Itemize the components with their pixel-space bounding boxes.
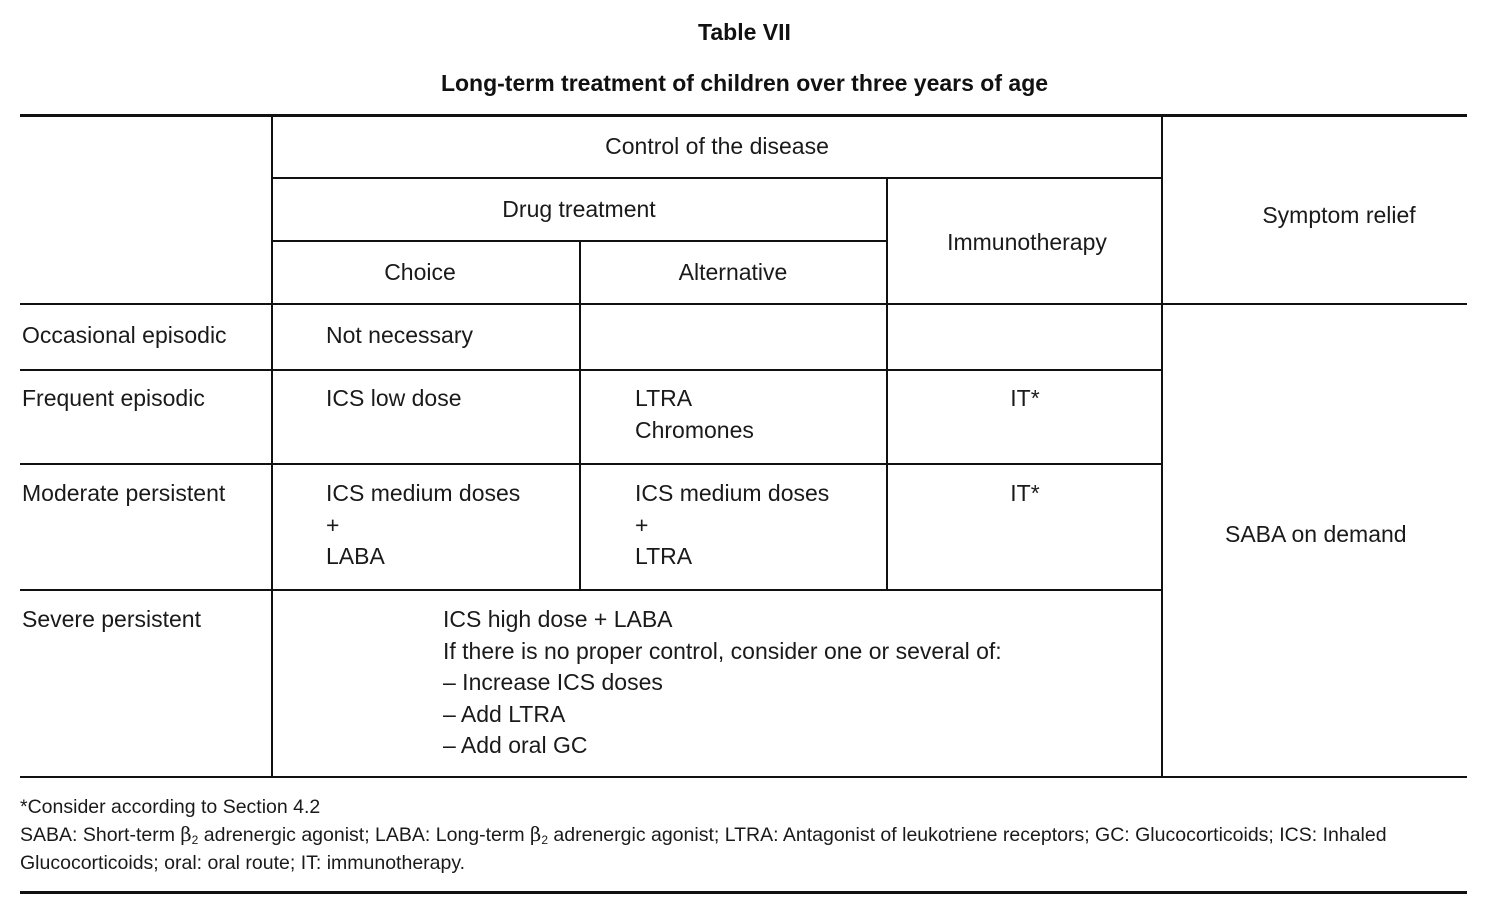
footnote-bottom-rule bbox=[20, 891, 1467, 894]
cell-choice-frequent: ICS low dose bbox=[326, 385, 462, 411]
header-control: Control of the disease bbox=[605, 133, 829, 159]
cell-alternative-moderate: ICS medium doses + LTRA bbox=[635, 480, 830, 569]
subscript-two: 2 bbox=[191, 833, 199, 847]
control-divider bbox=[272, 177, 1163, 179]
cell-alternative-frequent: LTRA Chromones bbox=[635, 385, 754, 443]
header-immunotherapy: Immunotherapy bbox=[947, 229, 1107, 255]
table-title: Table VII bbox=[698, 19, 791, 45]
top-rule bbox=[20, 114, 1467, 117]
row-label-severe: Severe persistent bbox=[22, 606, 201, 632]
header-alternative: Alternative bbox=[678, 259, 788, 285]
row-divider-2 bbox=[20, 463, 1163, 465]
row-label-occasional: Occasional episodic bbox=[22, 322, 227, 348]
cell-it-moderate: IT* bbox=[1010, 480, 1040, 506]
row-divider-1 bbox=[20, 369, 1163, 371]
footnote-laba: adrenergic agonist; LABA: Long-term bbox=[198, 824, 531, 846]
header-choice: Choice bbox=[384, 259, 456, 285]
table-subtitle: Long-term treatment of children over three years of age bbox=[440, 70, 1049, 96]
subscript-two: 2 bbox=[541, 833, 549, 847]
footnote-section: *Consider according to Section 4.2 bbox=[20, 796, 321, 818]
cell-severe-treatment: ICS high dose + LABA If there is no proper control, consider one or several of: – Increase ICS doses – Add LTRA – Add oral GC bbox=[443, 606, 1002, 758]
symptom-relief-value: SABA on demand bbox=[1225, 521, 1407, 547]
footnote-line3: Glucocorticoids; oral: oral route; IT: immunotherapy. bbox=[20, 852, 466, 874]
footnote-ltra: adrenergic agonist; LTRA: Antagonist of leukotriene receptors; GC: Glucocorticoids; ICS: Inhaled bbox=[548, 824, 1387, 846]
header-drug-treatment: Drug treatment bbox=[502, 196, 656, 222]
beta-symbol: β bbox=[530, 823, 542, 846]
row-label-frequent: Frequent episodic bbox=[22, 385, 205, 411]
beta-symbol: β bbox=[180, 823, 192, 846]
cell-choice-occasional: Not necessary bbox=[326, 322, 474, 348]
cell-choice-moderate: ICS medium doses + LABA bbox=[326, 480, 521, 569]
footnote-saba: SABA: Short-term bbox=[20, 824, 181, 846]
header-symptom-relief: Symptom relief bbox=[1262, 202, 1416, 228]
choice-column-divider bbox=[579, 240, 581, 590]
table-bottom-rule bbox=[20, 776, 1467, 778]
row-divider-3 bbox=[20, 589, 1163, 591]
header-bottom-rule bbox=[20, 303, 1467, 305]
cell-it-frequent: IT* bbox=[1010, 385, 1040, 411]
row-label-moderate: Moderate persistent bbox=[22, 480, 226, 506]
